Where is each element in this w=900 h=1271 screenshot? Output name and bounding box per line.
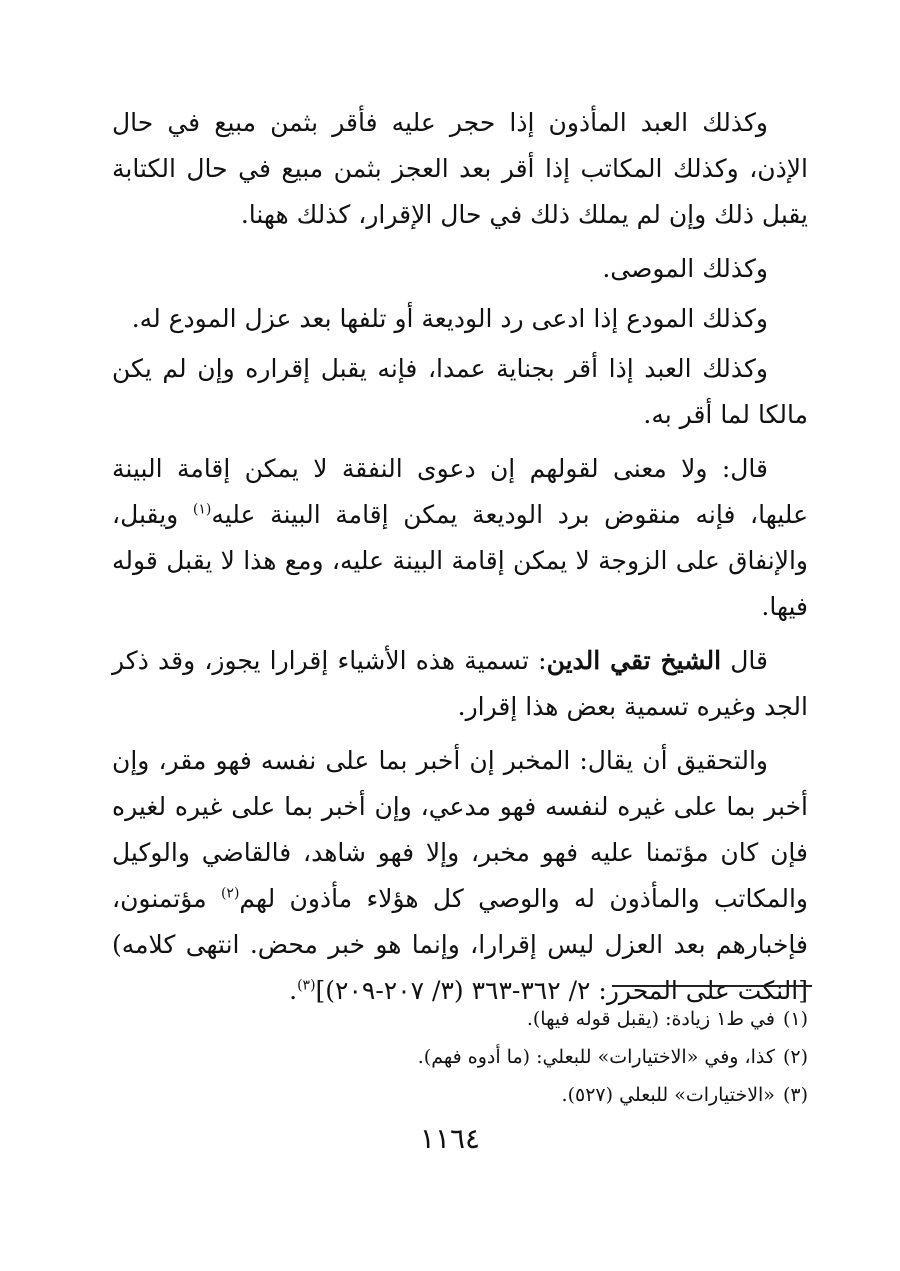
paragraph-4: [112, 346, 808, 438]
paragraph-7-end: .: [289, 976, 298, 1005]
footnote-3: [168, 1076, 808, 1114]
footnote-3-number: (٣): [782, 1084, 808, 1106]
footnote-2: [168, 1038, 808, 1076]
footnote-3-text: «الاختيارات» للبعلي (٥٢٧).: [561, 1084, 775, 1106]
paragraph-5: [112, 446, 808, 630]
paragraph-7: [112, 738, 808, 1014]
paragraph-2-text: وكذلك الموصى.: [602, 254, 768, 283]
paragraph-7-text-b: مؤتمنون، فإخبارهم بعد العزل ليس إقرارا، وإنما هو خبر محض. انتهى كلامه) [النكت على المحرر: ٢/ ٣٦٢-٣٦٣ (٣/ ٢٠٧-٢٠٩)]: [112, 884, 808, 1005]
paragraph-3-text: وكذلك المودع إذا ادعى رد الوديعة أو تلفها بعد عزل المودع له.: [131, 304, 768, 333]
paragraph-6-lead: قال: [721, 646, 768, 675]
paragraph-5-text-b: ويقبل، والإنفاق على الزوجة لا يمكن إقامة البينة عليه، ومع هذا لا يقبل قوله فيها.: [112, 500, 808, 621]
paragraph-6-rest: : تسمية هذه الأشياء إقرارا يجوز، وقد ذكر الجد وغيره تسمية بعض هذا إقرار.: [112, 646, 808, 721]
sheikh-name: الشيخ تقي الدين: [546, 646, 722, 675]
footnote-2-number: (٢): [782, 1046, 808, 1068]
paragraph-4-text: وكذلك العبد إذا أقر بجناية عمدا، فإنه يقبل إقراره وإن لم يكن مالكا لما أقر به.: [112, 354, 808, 429]
footnote-2-text: كذا، وفي «الاختيارات» للبعلي: (ما أدوه فهم).: [417, 1046, 775, 1068]
paragraph-5-text-a: قال: ولا معنى لقولهم إن دعوى النفقة لا يمكن إقامة البينة عليها، فإنه منقوض برد الوديعة يمكن إقامة البينة عليه: [112, 454, 809, 529]
footnote-1-text: في ط١ زيادة: (يقبل قوله فيها).: [526, 1008, 775, 1030]
paragraph-1-text: وكذلك العبد المأذون إذا حجر عليه فأقر بثمن مبيع في حال الإذن، وكذلك المكاتب إذا أقر بعد العجز بثمن مبيع في حال الكتابة يقبل ذلك وإن لم يملك ذلك في حال الإقرار، كذلك ههنا.: [112, 108, 808, 229]
paragraph-1: [112, 100, 808, 238]
paragraph-6: [112, 638, 808, 730]
footnote-ref-2[interactable]: (٢): [220, 885, 240, 902]
footnote-1: [168, 1000, 808, 1038]
paragraph-7-text-a: والتحقيق أن يقال: المخبر إن أخبر بما على نفسه فهو مقر، وإن أخبر بما على غيره لنفسه فهو مدعي، وإن أخبر بما على غيره لغيره فإن كان مؤتمنا عليه فهو مخبر، وإلا فهو شاهد، فالقاضي والوكيل والمكاتب والمأذون له والوصي كل هؤلاء مأذون لهم: [112, 746, 808, 913]
page-number: ١١٦٤: [419, 1122, 481, 1155]
page-body: [112, 100, 808, 1022]
footnote-ref-3[interactable]: (٣): [297, 977, 316, 994]
footnote-ref-1[interactable]: (١): [192, 501, 212, 518]
footnote-1-number: (١): [782, 1008, 808, 1030]
paragraph-2: [112, 246, 808, 292]
footnote-divider: [612, 985, 812, 987]
footnotes: [168, 1000, 808, 1114]
paragraph-3: [112, 296, 808, 342]
